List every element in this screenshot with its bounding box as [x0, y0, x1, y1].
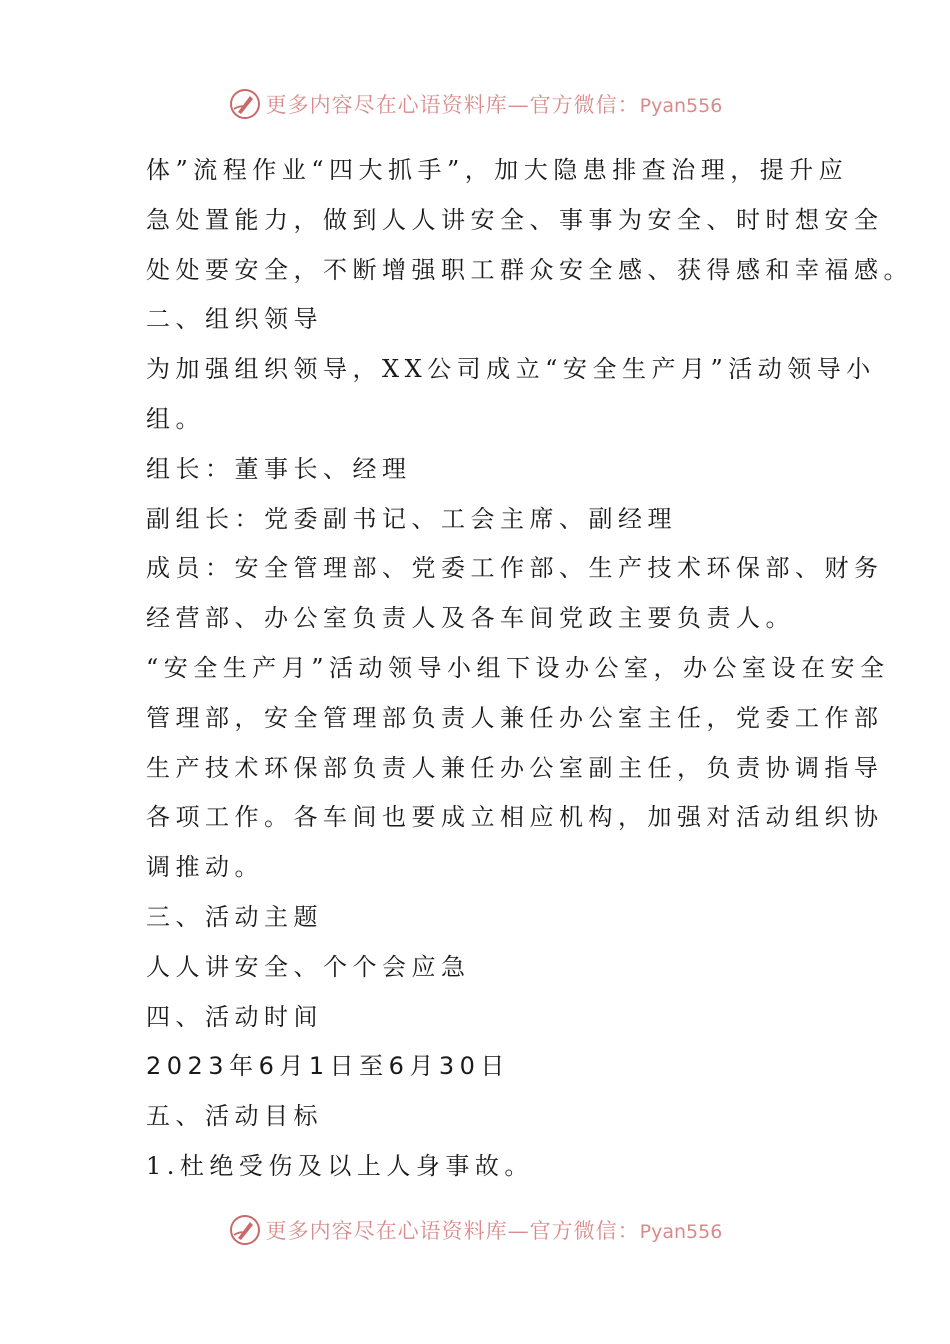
paragraph-line: 调推动。	[146, 853, 264, 882]
pen-nib-logo-icon	[228, 87, 262, 121]
header-watermark	[0, 84, 950, 124]
wechat-id: Pyan556	[639, 95, 723, 117]
paragraph-line: 人人讲安全、个个会应急	[146, 952, 471, 981]
paragraph-line: 生产技术环保部负责人兼任办公室副主任，负责协调指导	[146, 753, 884, 782]
pen-nib-logo-icon	[228, 1213, 262, 1247]
paragraph-line: 处处要安全，不断增强职工群众安全感、获得感和幸福感。	[146, 255, 913, 284]
wechat-id: Pyan556	[639, 1221, 723, 1243]
paragraph-line: 各项工作。各车间也要成立相应机构，加强对活动组织协	[146, 803, 884, 832]
section-heading: 五、活动目标	[146, 1102, 323, 1131]
paragraph-line: 急处置能力，做到人人讲安全、事事为安全、时时想安全	[146, 205, 884, 234]
paragraph-line: 1.杜绝受伤及以上人身事故。	[146, 1151, 534, 1180]
section-heading: 三、活动主题	[146, 902, 323, 931]
watermark-text: 更多内容尽在心语资料库—官方微信：Pyan556	[265, 93, 723, 117]
section-heading: 四、活动时间	[146, 1002, 323, 1031]
document-body	[146, 146, 913, 1192]
paragraph-line: “安全生产月”活动领导小组下设办公室，办公室设在安全	[146, 653, 890, 682]
paragraph-line: 成员：安全管理部、党委工作部、生产技术环保部、财务	[146, 554, 884, 583]
paragraph-line: 管理部，安全管理部负责人兼任办公室主任，党委工作部	[146, 703, 884, 732]
paragraph-line: 组长：董事长、经理	[146, 454, 412, 483]
footer-watermark	[0, 1210, 950, 1250]
section-heading: 二、组织领导	[146, 305, 323, 334]
paragraph-line: 2023年6月1日至6月30日	[146, 1052, 510, 1081]
paragraph-line: 经营部、办公室负责人及各车间党政主要负责人。	[146, 604, 795, 633]
paragraph-line: 体”流程作业“四大抓手”，加大隐患排查治理，提升应	[146, 156, 849, 184]
paragraph-line: 副组长：党委副书记、工会主席、副经理	[146, 504, 677, 533]
paragraph-line: 组。	[146, 404, 205, 433]
paragraph-line: 为加强组织领导，XX公司成立“安全生产月”活动领导小	[146, 355, 876, 384]
watermark-text: 更多内容尽在心语资料库—官方微信：Pyan556	[265, 1219, 723, 1243]
